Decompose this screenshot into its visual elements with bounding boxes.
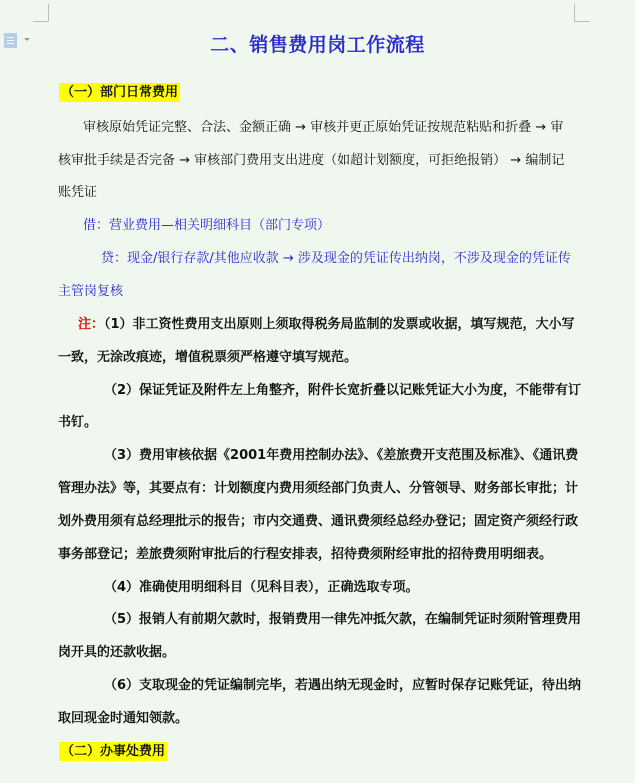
note-3-line-2: 管理办法》等，其要点有：计划额度内费用须经部门负责人、分管领导、财务部长审批；计 <box>58 481 579 496</box>
credit-entry-1: 贷：现金/银行存款/其他应收款 → 涉及现金的凭证传出纳岗，不涉及现金的凭证传 <box>101 251 571 266</box>
page-corner-mark-right <box>574 4 590 22</box>
flow-line-3: 账凭证 <box>58 185 98 200</box>
note-1-line-1 <box>78 313 575 332</box>
note-3-line-3: 划外费用须有总经理批示的报告；市内交通费、通讯费须经总经办登记；固定资产须经行政 <box>58 514 579 529</box>
section-heading-1 <box>59 81 180 100</box>
note-1-line-2: 一致，无涂改痕迹，增值税票须严格遵守填写规范。 <box>58 350 358 365</box>
note-3-line-4: 事务部登记；差旅费须附审批后的行程安排表，招待费须附经审批的招待费用明细表。 <box>58 547 553 562</box>
page-corner-mark-left <box>33 4 49 22</box>
flow-line-2: 核审批手续是否完备 → 审核部门费用支出进度（如超计划额度，可拒绝报销） → 编制记 <box>58 153 565 168</box>
note-2-line-1: （2）保证凭证及附件左上角整齐，附件长宽折叠以记账凭证大小为度，不能带有订 <box>104 383 582 398</box>
section-heading-text: （一）部门日常费用 <box>61 85 179 100</box>
note-5-line-1: （5）报销人有前期欠款时，报销费用一律先冲抵欠款，在编制凭证时须附管理费用 <box>104 612 582 627</box>
note-6-line-2: 取回现金时通知领款。 <box>58 711 189 726</box>
page-title: 二、销售费用岗工作流程 <box>210 34 425 56</box>
note-2-line-2: 书钉。 <box>58 415 98 430</box>
debit-entry: 借：营业费用—相关明细科目（部门专项） <box>83 218 331 233</box>
note-6-line-1: （6）支取现金的凭证编制完毕，若遇出纳无现金时，应暂时保存记账凭证，待出纳 <box>104 678 582 693</box>
section-heading-text: （二）办事处费用 <box>61 744 166 759</box>
note-label: 注： <box>78 317 105 332</box>
note-3-line-1: （3）费用审核依据《2001年费用控制办法》、《差旅费开支范围及标准》、《通讯费 <box>104 448 579 463</box>
section-heading-2 <box>59 740 167 759</box>
note-text: （1）非工资性费用支出原则上须取得税务局监制的发票或收据，填写规范，大小写 <box>104 317 575 332</box>
flow-line-1: 审核原始凭证完整、合法、金额正确 → 审核并更正原始凭证按规范粘贴和折叠 → 审 <box>83 120 564 135</box>
note-4-line-1: （4）准确使用明细科目（见科目表），正确选取专项。 <box>104 580 419 595</box>
note-5-line-2: 岗开具的还款收据。 <box>58 645 176 660</box>
credit-entry-2: 主管岗复核 <box>58 284 124 299</box>
